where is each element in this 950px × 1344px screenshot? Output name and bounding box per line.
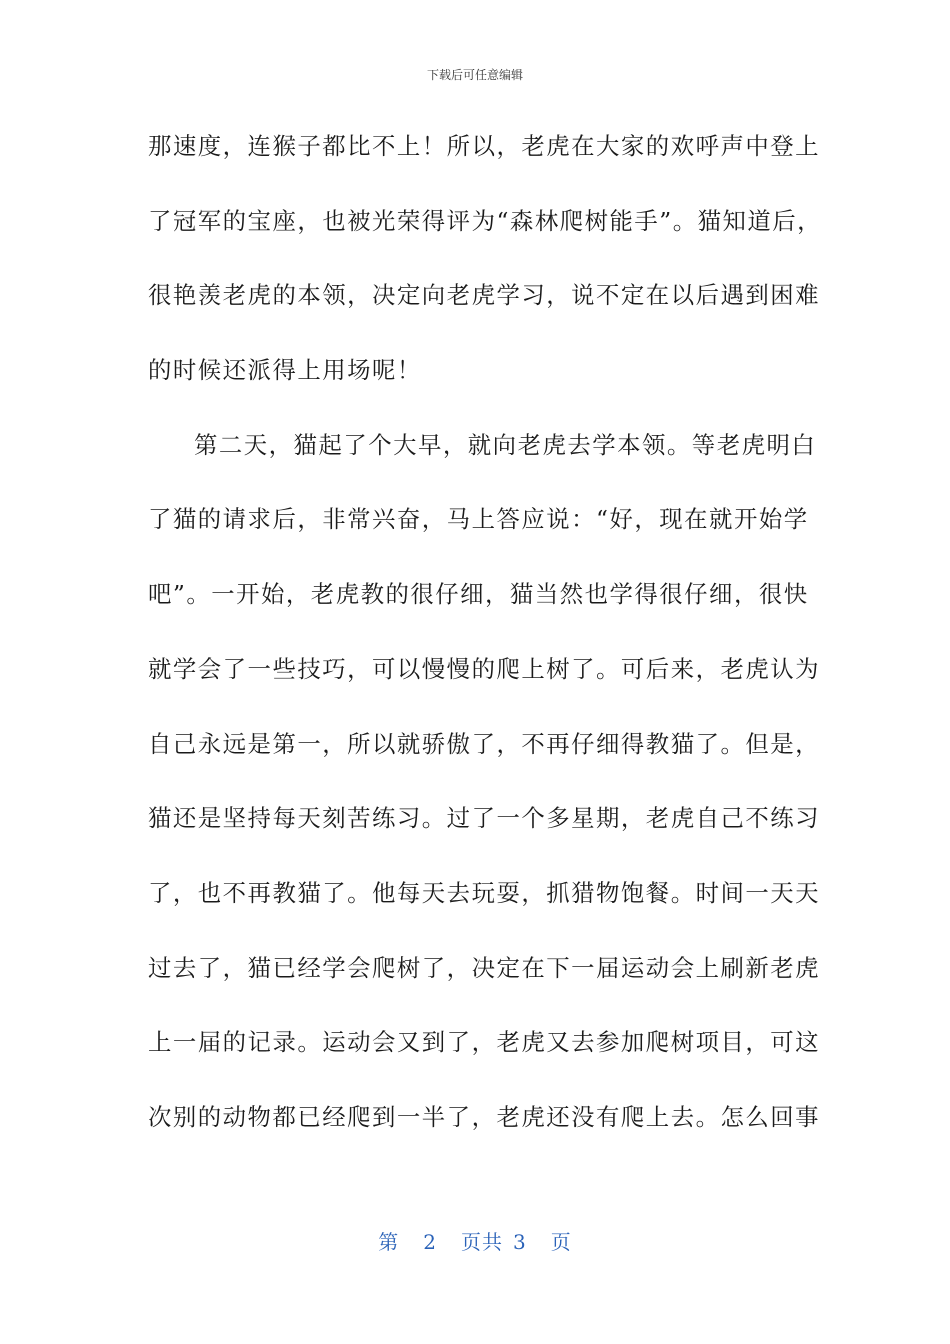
- paragraph-first-line: 第二天，猫起了个大早，就向老虎去学本领。等老虎明白: [194, 430, 817, 459]
- body-line: 就学会了一些技巧，可以慢慢的爬上树了。可后来，老虎认为: [148, 654, 821, 683]
- body-line: 上一届的记录。运动会又到了，老虎又去参加爬树项目，可这: [148, 1028, 821, 1057]
- body-line: 吧”。一开始，老虎教的很仔细，猫当然也学得很仔细，很快: [148, 580, 809, 609]
- body-line: 猫还是坚持每天刻苦练习。过了一个多星期，老虎自己不练习: [148, 804, 821, 833]
- current-page-number: 2: [423, 1230, 437, 1254]
- body-line: 的时候还派得上用场呢！: [148, 356, 422, 385]
- total-pages-number: 3: [513, 1230, 527, 1254]
- page-number-footer: [0, 1226, 950, 1255]
- body-line: 了猫的请求后，非常兴奋，马上答应说：“好，现在就开始学: [148, 505, 809, 534]
- page-suffix: 页: [550, 1230, 572, 1254]
- page-prefix: 第: [378, 1230, 400, 1254]
- document-body: [148, 123, 823, 1169]
- body-line: 那速度，连猴子都比不上！所以，老虎在大家的欢呼声中登上: [148, 132, 821, 160]
- body-line: 了冠军的宝座，也被光荣得评为“森林爬树能手”。猫知道后，: [148, 206, 823, 235]
- body-line: 次别的动物都已经爬到一半了，老虎还没有爬上去。怎么回事: [148, 1102, 821, 1131]
- body-line: 自己永远是第一，所以就骄傲了，不再仔细得教猫了。但是，: [148, 729, 821, 758]
- body-line: 过去了，猫已经学会爬树了，决定在下一届运动会上刷新老虎: [148, 953, 821, 982]
- body-line: 了，也不再教猫了。他每天去玩耍，抓猎物饱餐。时间一天天: [148, 878, 821, 907]
- page-middle-label: 页共: [461, 1230, 503, 1254]
- body-line: 很艳羡老虎的本领，决定向老虎学习，说不定在以后遇到困难: [148, 281, 821, 310]
- page-header-note: 下载后可任意编辑: [426, 68, 523, 82]
